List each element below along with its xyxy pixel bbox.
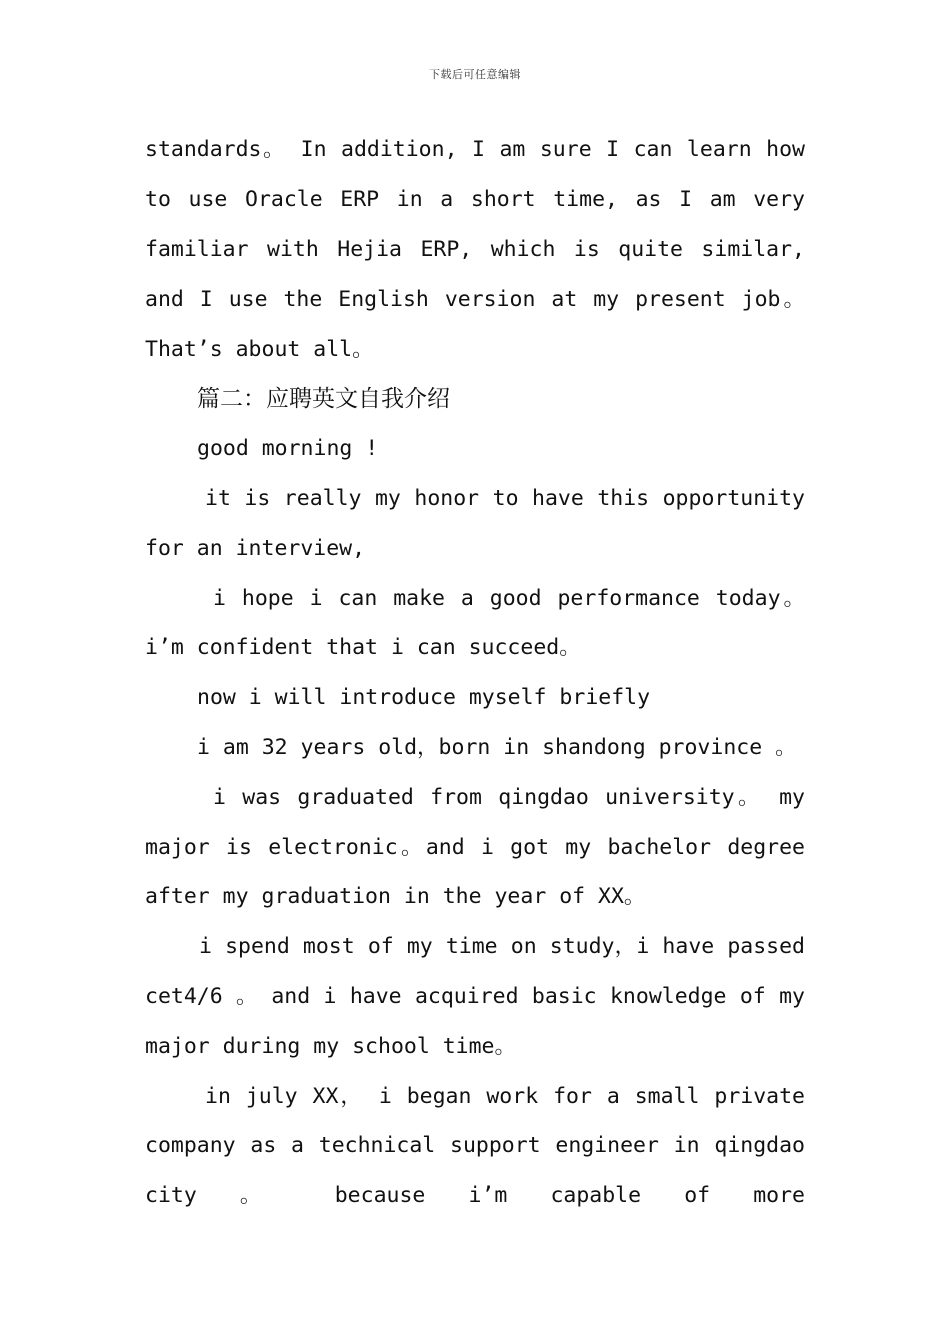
text-line: standards。 In addition, I am sure I can learn how [145, 137, 805, 162]
text-line: familiar with Hejia ERP, which is quite similar, [145, 237, 805, 262]
text-line: and I use the English version at my present job。 [145, 287, 805, 312]
text-line: cet4/6 。 and i have acquired basic knowledge of my [145, 984, 805, 1009]
text-line: it is really my honor to have this opportunity [205, 486, 805, 511]
text-line: i spend most of my time on study，i have passed [199, 934, 805, 959]
text-line: major is electronic。and i got my bachelor degree [145, 835, 805, 860]
text-line: to use Oracle ERP in a short time, as I am very [145, 187, 805, 212]
text-line: i’m confident that i can succeed。 [145, 635, 581, 660]
text-line: after my graduation in the year of XX。 [145, 884, 646, 909]
text-line: i was graduated from qingdao university。 my [213, 785, 805, 810]
text-line: good morning ! [197, 436, 379, 461]
text-line: i am 32 years old，born in shandong province 。 [197, 735, 797, 760]
text-line: city 。 because i’m capable of more [145, 1183, 805, 1208]
text-line: That’s about all。 [145, 337, 374, 362]
text-line: company as a technical support engineer in qingdao [145, 1133, 805, 1158]
text-line: now i will introduce myself briefly [197, 685, 651, 710]
page-header: 下载后可任意编辑 [429, 68, 521, 81]
text-line: in july XX， i began work for a small private [205, 1084, 805, 1109]
section-heading: 篇二：应聘英文自我介绍 [197, 386, 450, 412]
text-line: i hope i can make a good performance today。 [213, 586, 805, 611]
text-line: for an interview, [145, 536, 366, 561]
text-line: major during my school time。 [145, 1034, 516, 1059]
